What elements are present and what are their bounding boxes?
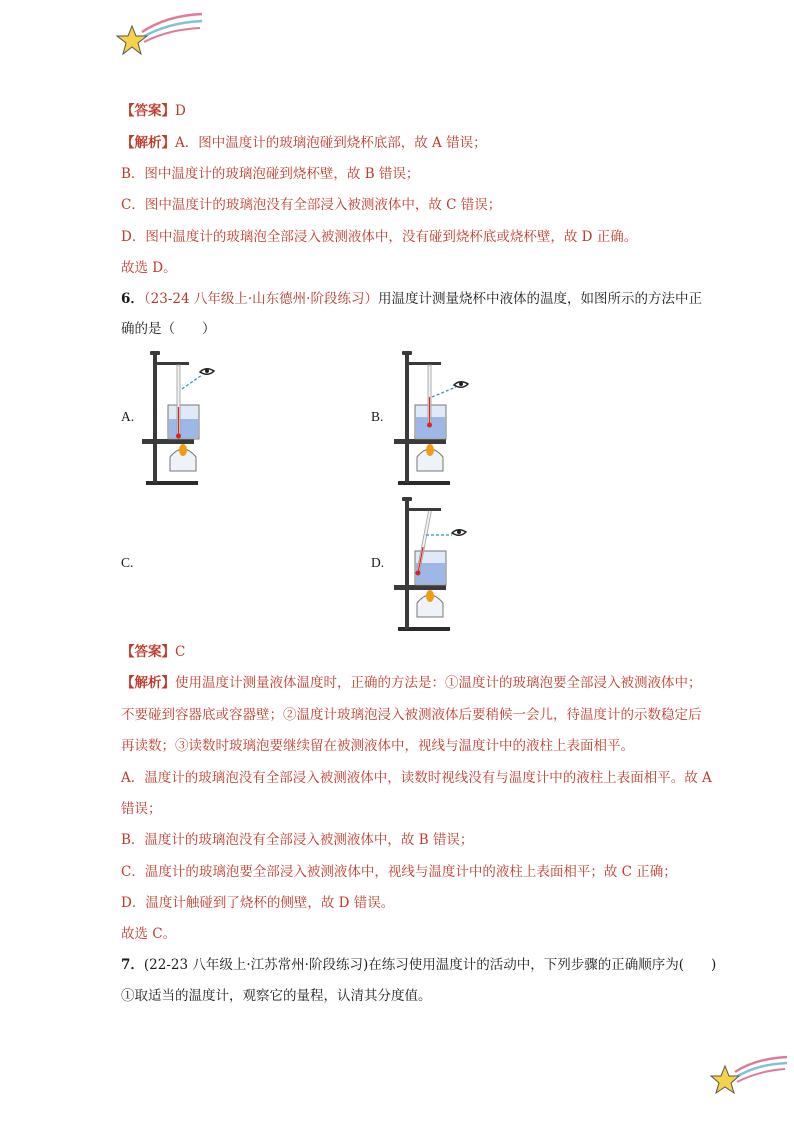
answer-label: 【答案】 <box>121 644 175 660</box>
analysis-text: 使用温度计测量液体温度时，正确的方法是：①温度计的玻璃泡要全部浸入被测液体中； <box>175 675 702 691</box>
analysis-label: 【解析】 <box>121 675 175 691</box>
q5-answer-line <box>121 101 186 121</box>
q5-analysis-line-2: B．图中温度计的玻璃泡碰到烧杯壁，故 B 错误； <box>121 166 420 182</box>
q6-answer-line <box>121 642 185 662</box>
answer-value: C <box>175 644 186 660</box>
question-stem: 用温度计测量烧杯中液体的温度，如图所示的方法中正 <box>377 291 702 307</box>
option-a-label: A. <box>121 409 135 424</box>
star-decoration-top <box>110 12 205 62</box>
q6-stem-line-1 <box>121 289 702 309</box>
q6-analysis-line-5: 错误； <box>121 801 162 817</box>
q6-analysis-line-2: 不要碰到容器底或容器壁；②温度计玻璃泡浸入被测液体后要稍候一会儿，待温度计的示数稳定后 <box>121 707 702 723</box>
q6-analysis-line-8: D．温度计触碰到了烧杯的侧壁，故 D 错误。 <box>121 895 395 911</box>
option-d-label: D. <box>371 555 385 570</box>
q6-analysis-line-4: A．温度计的玻璃泡没有全部浸入被测液体中，读数时视线没有与温度计中的液柱上表面相平。故 A <box>121 770 712 786</box>
q7-step-1: ①取适当的温度计，观察它的量程，认清其分度值。 <box>121 988 432 1004</box>
question-number: 7． <box>121 957 144 973</box>
q5-analysis-line-3: C．图中温度计的玻璃泡没有全部浸入被测液体中，故 C 错误； <box>121 197 502 213</box>
answer-value: D <box>175 103 186 119</box>
q7-stem-line <box>121 955 716 975</box>
figure-option-b <box>392 347 482 487</box>
q6-analysis-line-6: B．温度计的玻璃泡没有全部浸入被测液体中，故 B 错误； <box>121 832 474 848</box>
q5-analysis-line-5: 故选 D。 <box>121 260 177 276</box>
figure-option-a <box>140 347 230 487</box>
question-number: 6． <box>121 291 144 307</box>
analysis-label: 【解析】 <box>121 135 175 151</box>
question-source: (22-23 八年级上·江苏常州·阶段练习) <box>143 957 369 973</box>
q5-analysis-line-4: D．图中温度计的玻璃泡全部浸入被测液体中，没有碰到烧杯底或烧杯壁，故 D 正确。 <box>121 229 638 245</box>
q6-stem-line-2: 确的是（ ） <box>121 321 216 337</box>
option-b-label: B. <box>371 409 384 424</box>
q6-analysis-line-7: C．温度计的玻璃泡要全部浸入被测液体中，视线与温度计中的液柱上表面相平；故 C 正确； <box>121 864 677 880</box>
q6-analysis-line-1 <box>121 673 702 693</box>
q6-analysis-line-3: 再读数；③读数时玻璃泡要继续留在被测液体中，视线与温度计中的液柱上表面相平。 <box>121 738 634 754</box>
figure-option-d <box>392 493 482 633</box>
option-c-label: C. <box>121 555 134 570</box>
question-source: （23-24 八年级上·山东德州·阶段练习） <box>143 291 378 307</box>
q5-analysis-line-1 <box>121 133 487 153</box>
q6-analysis-line-9: 故选 C。 <box>121 926 177 942</box>
answer-label: 【答案】 <box>121 103 175 119</box>
question-stem: 在练习使用温度计的活动中，下列步骤的正确顺序为( ) <box>368 957 717 973</box>
analysis-text: A．图中温度计的玻璃泡碰到烧杯底部，故 A 错误； <box>175 135 487 151</box>
star-decoration-bottom <box>705 1054 790 1099</box>
